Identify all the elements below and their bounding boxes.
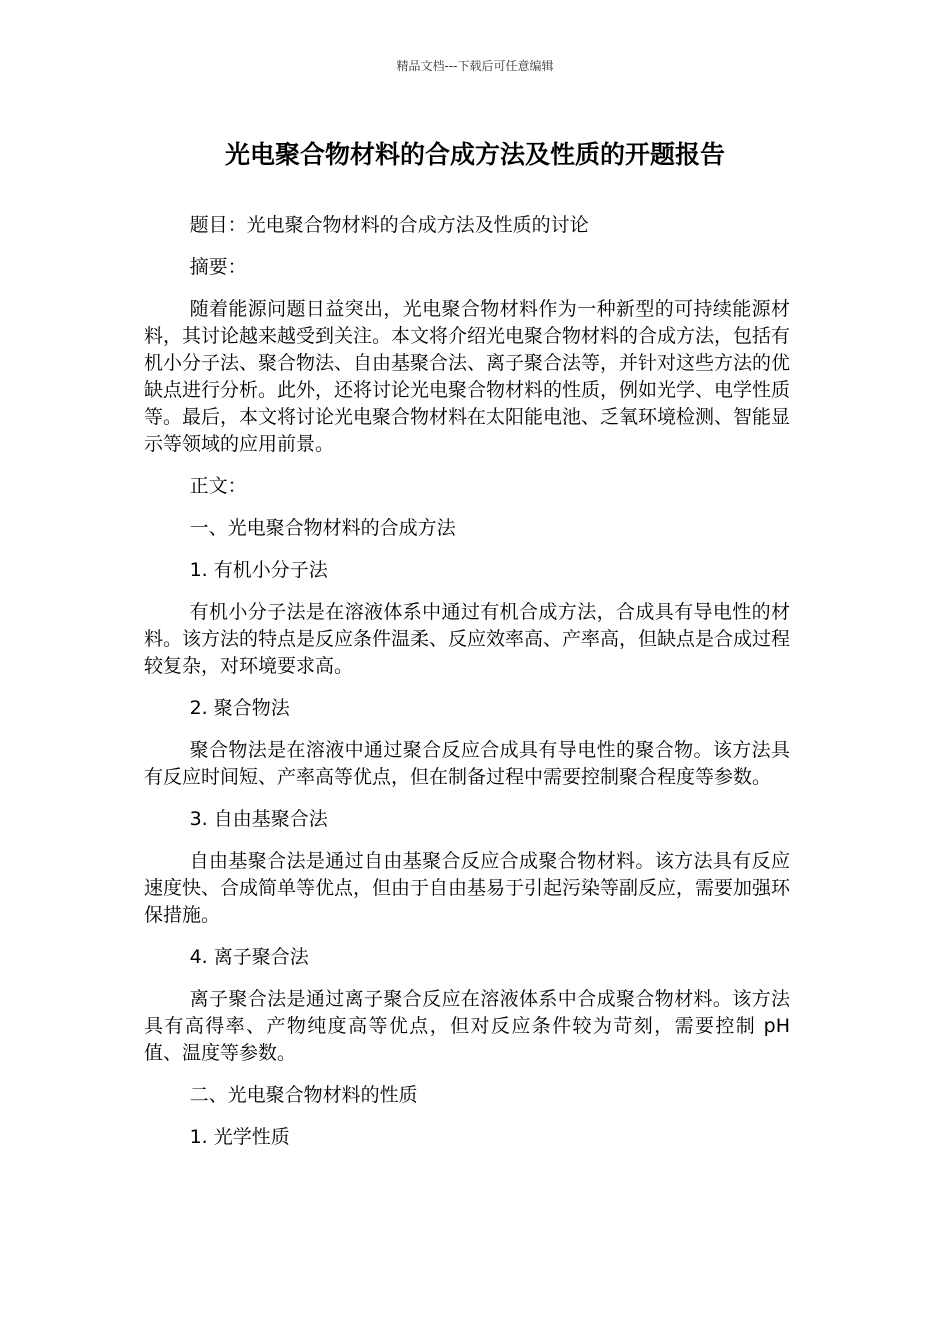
paragraph-free-radical: 自由基聚合法是通过自由基聚合反应合成聚合物材料。该方法具有反应速度快、合成简单等优点，但由于自由基易于引起污染等副反应，需要加强环保措施。	[144, 850, 791, 926]
subsection-heading-free-radical: 3. 自由基聚合法	[189, 808, 328, 830]
abstract-paragraph: 随着能源问题日益突出，光电聚合物材料作为一种新型的可持续能源材料，其讨论越来越受到关注。本文将介绍光电聚合物材料的合成方法，包括有机小分子法、聚合物法、自由基聚合法、离子聚合法等，并针对这些方法的优缺点进行分析。此外，还将讨论光电聚合物材料的性质，例如光学、电学性质等。最后，本文将讨论光电聚合物材料在太阳能电池、乏氧环境检测、智能显示等领域的应用前景。	[144, 298, 791, 455]
abstract-heading: 摘要：	[189, 256, 247, 278]
subsection-heading-small-molecule: 1. 有机小分子法	[189, 559, 328, 581]
section-heading-synthesis: 一、光电聚合物材料的合成方法	[189, 517, 456, 539]
section-heading-properties: 二、光电聚合物材料的性质	[189, 1084, 418, 1106]
body-heading: 正文：	[189, 475, 247, 497]
topic-line: 题目：光电聚合物材料的合成方法及性质的讨论	[189, 214, 589, 236]
document-title: 光电聚合物材料的合成方法及性质的开题报告	[224, 140, 725, 169]
paragraph-ionic: 离子聚合法是通过离子聚合反应在溶液体系中合成聚合物材料。该方法具有高得率、产物纯度高等优点，但对反应条件较为苛刻，需要控制 pH 值、温度等参数。	[144, 988, 790, 1064]
paragraph-polymer: 聚合物法是在溶液中通过聚合反应合成具有导电性的聚合物。该方法具有反应时间短、产率高等优点，但在制备过程中需要控制聚合程度等参数。	[144, 739, 790, 788]
subsection-heading-polymer: 2. 聚合物法	[189, 697, 290, 719]
document-body	[144, 212, 790, 1166]
subsection-heading-ionic: 4. 离子聚合法	[189, 946, 309, 968]
page-header: 精品文档---下载后可任意编辑	[396, 59, 554, 73]
paragraph-small-molecule: 有机小分子法是在溶液体系中通过有机合成方法，合成具有导电性的材料。该方法的特点是反应条件温柔、反应效率高、产率高，但缺点是合成过程较复杂，对环境要求高。	[144, 601, 791, 677]
subsection-heading-optical: 1. 光学性质	[189, 1126, 290, 1148]
